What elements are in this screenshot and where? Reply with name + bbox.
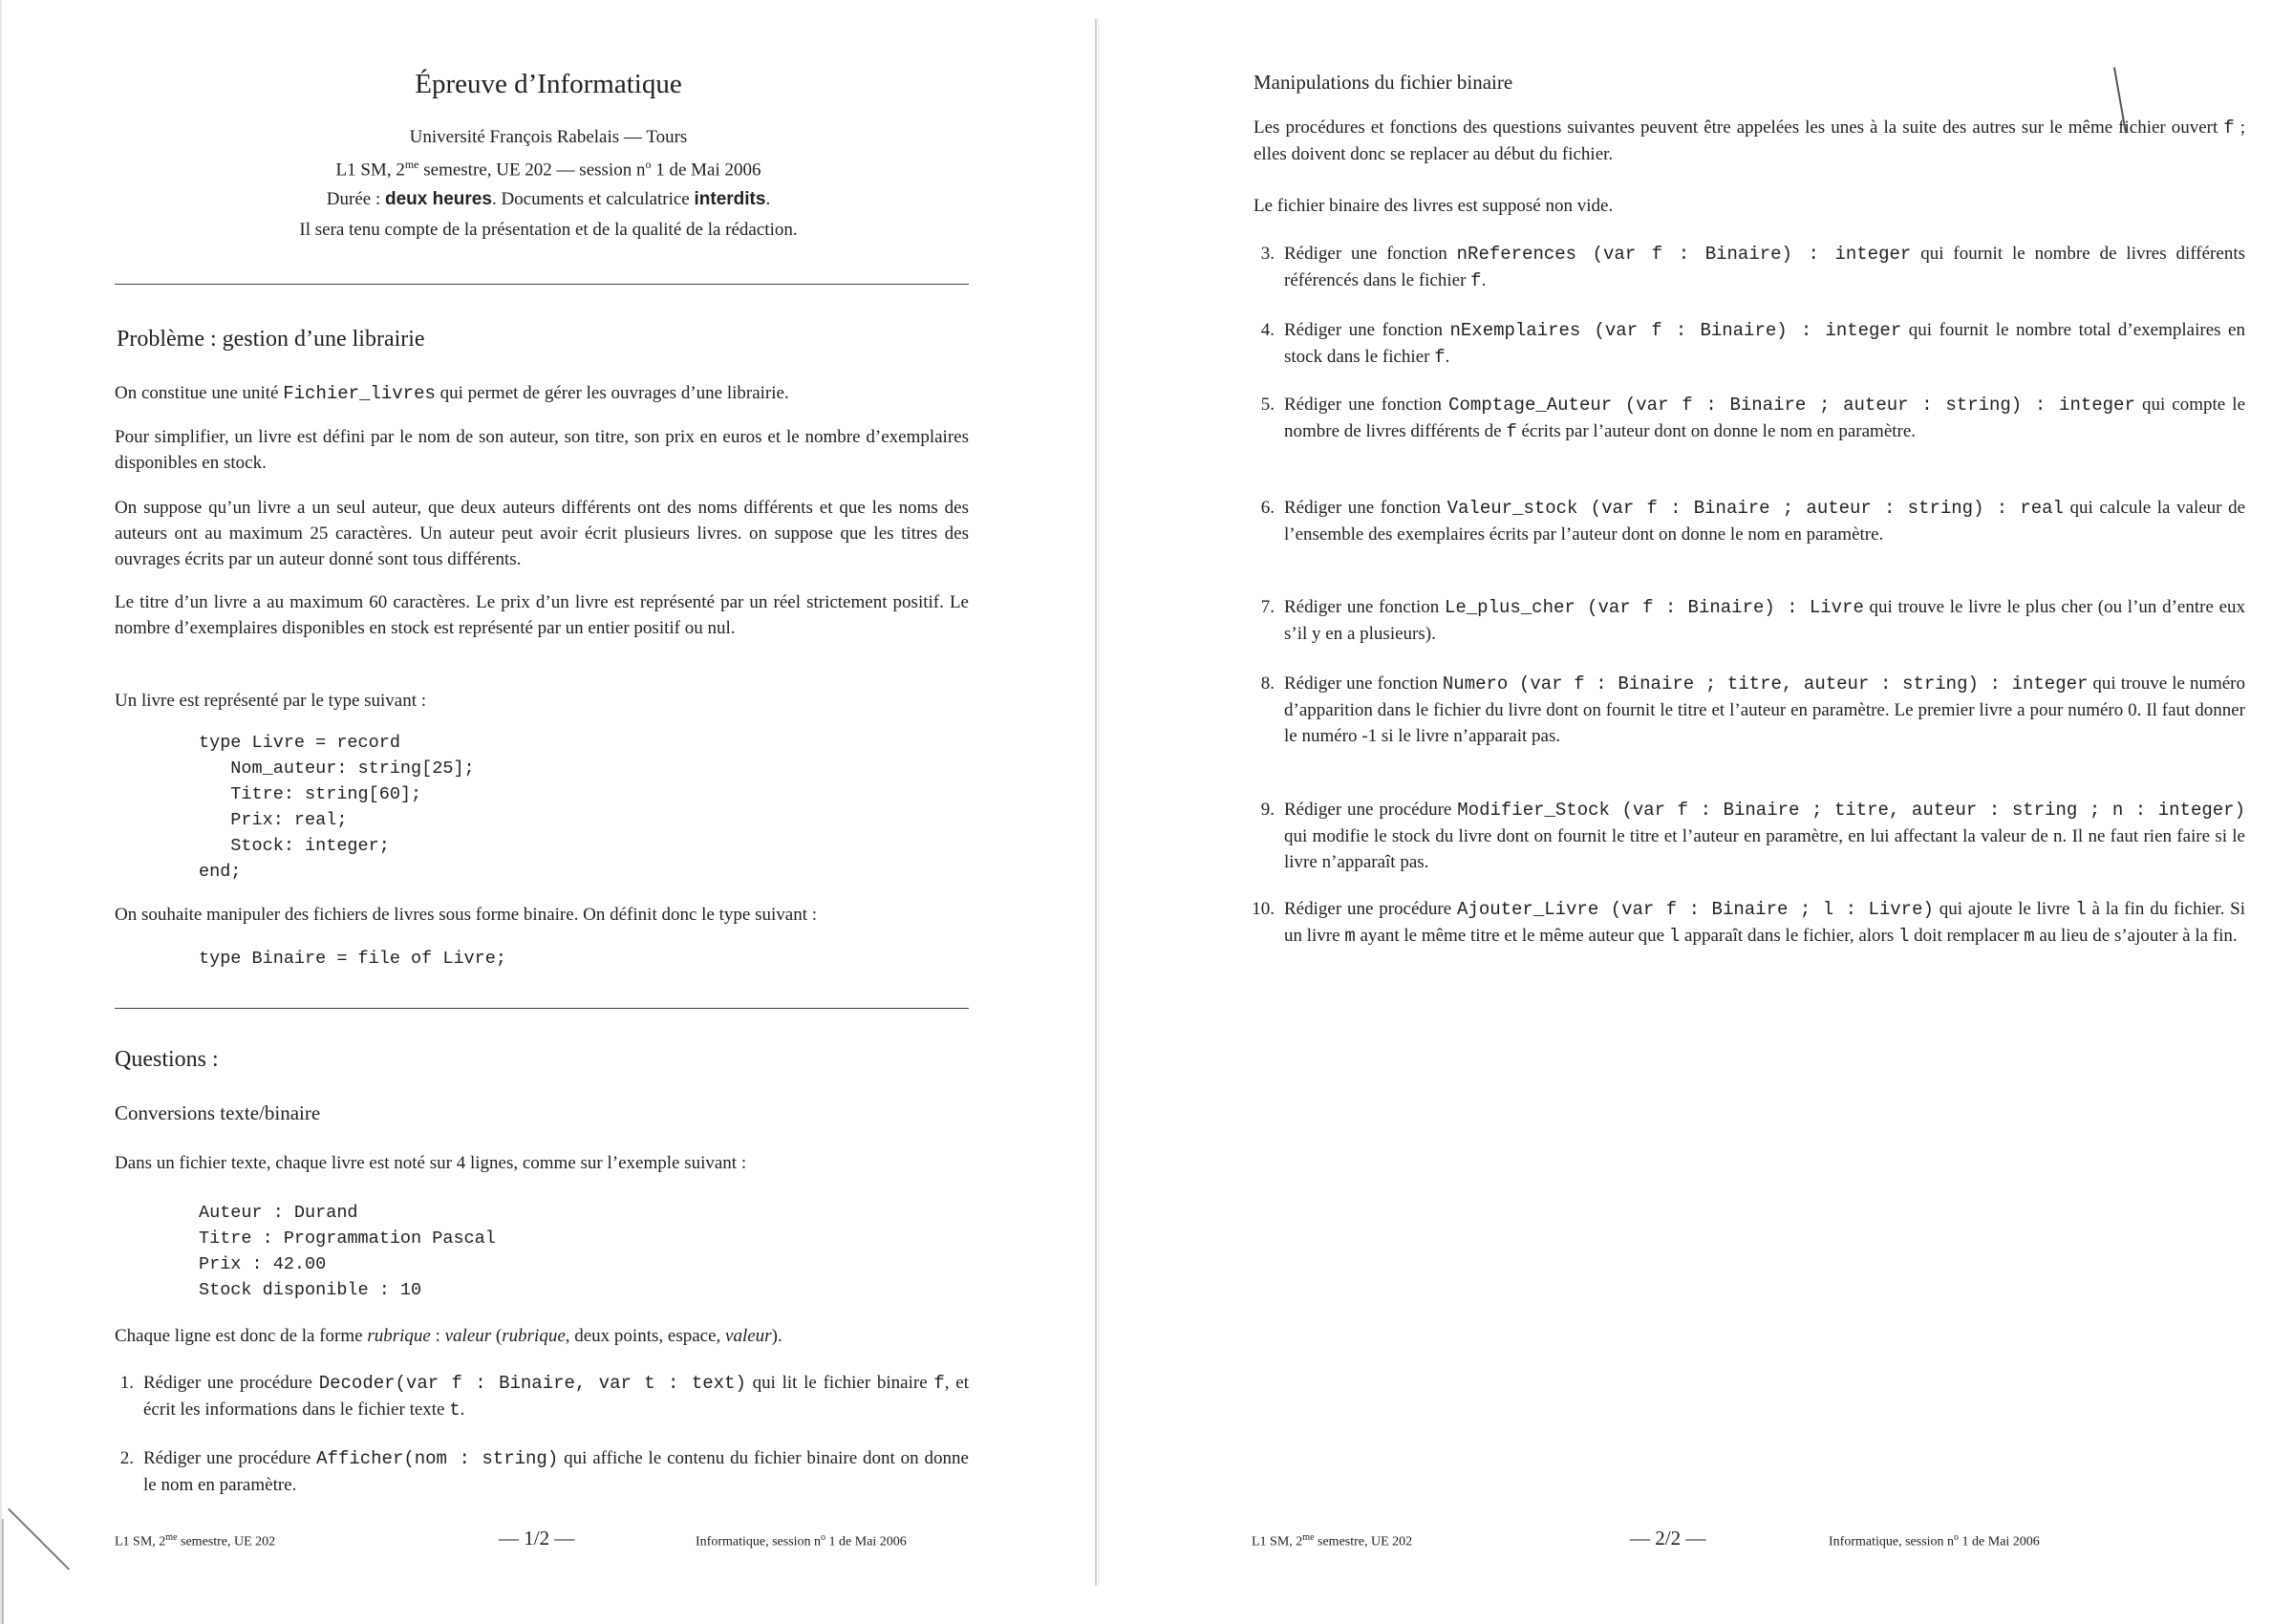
question-8: 8. Rédiger une fonction Numero (var f : Binaire ; titre, auteur : string) : integer qui trouve le numéro d’apparition dans le fichier du livre dont on fournit le titre et l’auteur en paramètre. Le premier livre a pour numéro 0. Il faut donner le numéro -1 si le livre n’apparait pas. <box>1260 673 2245 746</box>
paragraph-procedures: Les procédures et fonctions des questions suivantes peuvent être appelées les unes à la suite des autres sur le même fichier ouvert f ; elles doivent donc se replacer au début du fichier. <box>1254 118 2245 164</box>
course-line: L1 SM, $2^{me}$ semestre, UE 202 — session $n^o$ 1 de Mai 2006 <box>335 158 761 181</box>
scan-edge <box>0 0 2 1624</box>
question-10: 10. Rédiger une procédure Ajouter_Livre (var f : Binaire ; l : Livre) qui ajoute le livre l à la fin du fichier. Si un livre m ayant le même titre et le même auteur que l apparaît dans le fichier, alors l doit remplacer m au lieu de s’ajouter à la fin. <box>1252 899 2245 947</box>
paragraph-text-file: Dans un fichier texte, chaque livre est noté sur 4 lignes, comme sur l’exemple suivant : <box>115 1153 747 1173</box>
paragraph-unit: On constitue une unité Fichier_livres qui permet de gérer les ouvrages d’une librairie. <box>115 383 789 404</box>
presentation-note: Il sera tenu compte de la présentation et de la qualité de la rédaction. <box>299 220 798 240</box>
paragraph-non-empty: Le fichier binaire des livres est supposé non vide. <box>1254 196 1614 216</box>
question-7: 7. Rédiger une fonction Le_plus_cher (var f : Binaire) : Livre qui trouve le livre le plus cher (ou l’un d’entre eux s’il y en a plusieurs). <box>1260 597 2245 644</box>
paragraph-type-intro: Un livre est représenté par le type suivant : <box>115 691 427 711</box>
page-number: — 2/2 — <box>1630 1527 1706 1549</box>
footer-right: Informatique, session $n^o$ 1 de Mai 2006 <box>696 1532 907 1549</box>
code-type-binaire: type Binaire = file of Livre; <box>199 949 506 969</box>
binary-section-title: Manipulations du fichier binaire <box>1254 71 1513 94</box>
footer-left: L1 SM, $2^{me}$ semestre, UE 202 <box>1252 1532 1413 1549</box>
questions-title: Questions : <box>115 1047 219 1072</box>
conversions-title: Conversions texte/binaire <box>115 1101 321 1124</box>
question-5: 5. Rédiger une fonction Comptage_Auteur (var f : Binaire ; auteur : string) : integer qui compte le nombre de livres différents de f écrits par l’auteur dont on donne le nom en paramètre. <box>1260 395 2246 442</box>
footer-left: L1 SM, $2^{me}$ semestre, UE 202 <box>115 1532 276 1549</box>
university-line: Université François Rabelais — Tours <box>409 127 688 147</box>
page-fold <box>1095 19 1097 1586</box>
paragraph-authors: On suppose qu’un livre a un seul auteur, que deux auteurs différents ont des noms différents et que les noms des auteurs ont au maximum 25 caractères. Un auteur peut avoir écrit plusieurs livres. on suppose que les titres des ouvrages écrits par un auteur donné sont tous différents. <box>115 498 969 569</box>
exam-page-2 <box>1099 0 2293 1624</box>
question-1: 1. Rédiger une procédure Decoder(var f : Binaire, var t : text) qui lit le fichier binaire f, et écrit les informations dans le fichier texte t. <box>119 1373 969 1421</box>
paragraph-binary-intro: On souhaite manipuler des fichiers de livres sous forme binaire. On définit donc le type suivant : <box>115 905 818 925</box>
question-4: 4. Rédiger une fonction nExemplaires (var f : Binaire) : integer qui fournit le nombre total d’exemplaires en stock dans le fichier f. <box>1260 320 2245 368</box>
paragraph-line-format: Chaque ligne est donc de la forme rubrique : valeur (rubrique, deux points, espace, valeur). <box>115 1326 782 1346</box>
page-number: — 1/2 — <box>499 1527 575 1549</box>
exam-title: Épreuve d’Informatique <box>415 69 682 99</box>
code-type-livre: type Livre = record Nom_auteur: string[25]; Titre: string[60]; Prix: real; Stock: integer; end; <box>199 733 475 882</box>
problem-title: Problème : gestion d’une librairie <box>117 327 425 352</box>
question-2: 2. Rédiger une procédure Afficher(nom : string) qui affiche le contenu du fichier binaire dont on donne le nom en paramètre. <box>119 1448 969 1495</box>
paragraph-title-price: Le titre d’un livre a au maximum 60 caractères. Le prix d’un livre est représenté par un réel strictement positif. Le nombre d’exemplaires disponibles en stock est représenté par un entier positif ou nul. <box>115 592 969 638</box>
exam-page-1 <box>0 0 1097 1624</box>
question-9: 9. Rédiger une procédure Modifier_Stock (var f : Binaire ; titre, auteur : string ; n : integer) qui modifie le stock du livre dont on fournit le titre et l’auteur en paramètre, en lui affectant la valeur de n. Il ne faut rien faire si le livre n’apparaît pas. <box>1260 800 2245 872</box>
question-6: 6. Rédiger une fonction Valeur_stock (var f : Binaire ; auteur : string) : real qui calcule la valeur de l’ensemble des exemplaires écrits par l’auteur dont on donne le nom en paramètre. <box>1260 498 2245 545</box>
code-example-record: Auteur : Durand Titre : Programmation Pascal Prix : 42.00 Stock disponible : 10 <box>199 1203 496 1300</box>
duration-line: Durée : deux heures. Documents et calculatrice interdits. <box>326 189 771 209</box>
header-divider <box>115 284 969 285</box>
paragraph-definition: Pour simplifier, un livre est défini par le nom de son auteur, son titre, son prix en euros et le nombre d’exemplaires disponibles en stock. <box>115 427 969 473</box>
footer-right: Informatique, session $n^o$ 1 de Mai 2006 <box>1829 1532 2040 1549</box>
section-divider <box>115 1008 969 1009</box>
question-3: 3. Rédiger une fonction nReferences (var f : Binaire) : integer qui fournit le nombre de livres différents référencés dans le fichier f. <box>1260 244 2245 291</box>
